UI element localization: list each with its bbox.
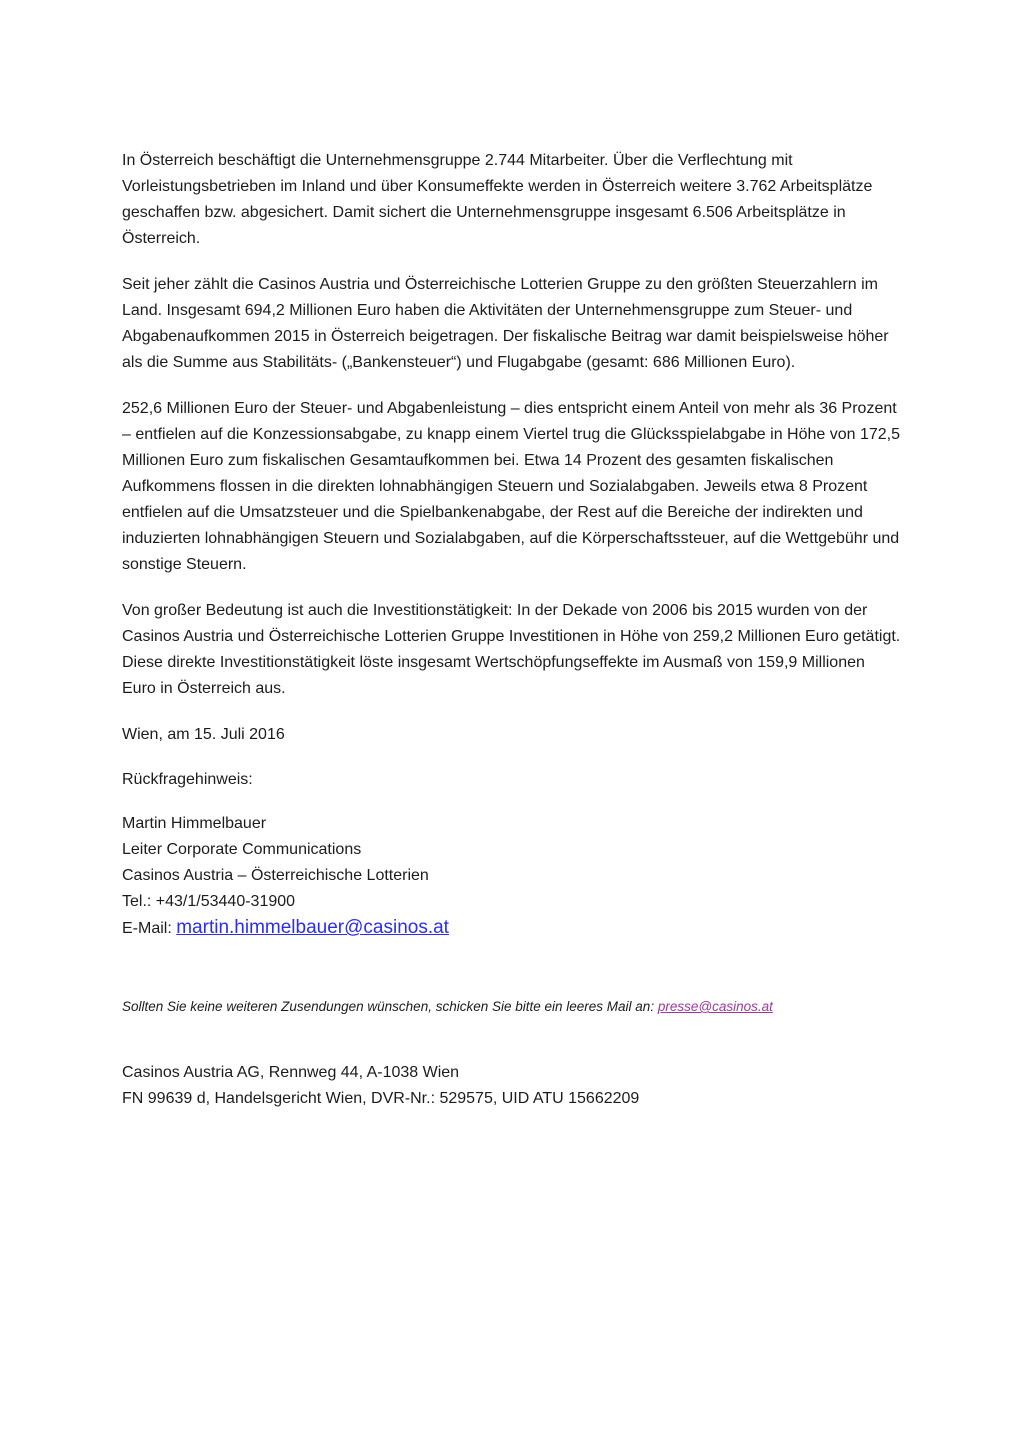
- contact-block: [122, 811, 901, 942]
- contact-heading: Rückfragehinweis:: [122, 771, 253, 788]
- unsubscribe-note: [122, 997, 901, 1017]
- contact-company: Casinos Austria – Österreichische Lotterien: [122, 867, 429, 884]
- dateline: Wien, am 15. Juli 2016: [122, 726, 285, 743]
- contact-phone: Tel.: +43/1/53440-31900: [122, 893, 296, 910]
- company-footer: [122, 1060, 901, 1112]
- footer-registration: FN 99639 d, Handelsgericht Wien, DVR-Nr.: 529575, UID ATU 15662209: [122, 1090, 640, 1107]
- paragraph-tax-contribution: Seit jeher zählt die Casinos Austria und Österreichische Lotterien Gruppe zu den größten Steuerzahlern im Land. Insgesamt 694,2 Millionen Euro haben die Aktivitäten der Unternehmensgruppe zum Steuer- und Abgabenaufkommen 2015 in Österreich beigetragen. Der fiskalische Beitrag war damit beispielsweise höher als die Summe aus Stabilitäts- („Bankensteuer“) und Flugabgabe (gesamt: 686 Millionen Euro).: [122, 276, 889, 371]
- contact-name: Martin Himmelbauer: [122, 815, 267, 832]
- contact-email-link[interactable]: martin.himmelbauer@casinos.at: [176, 917, 449, 938]
- paragraph-employment: In Österreich beschäftigt die Unternehmensgruppe 2.744 Mitarbeiter. Über die Verflechtung mit Vorleistungsbetrieben im Inland und über Konsumeffekte werden in Österreich weitere 3.762 Arbeitsplätze geschaffen bzw. abgesichert. Damit sichert die Unternehmensgruppe insgesamt 6.506 Arbeitsplätze in Österreich.: [122, 152, 873, 247]
- footer-address: Casinos Austria AG, Rennweg 44, A-1038 Wien: [122, 1064, 460, 1081]
- unsubscribe-email-link[interactable]: presse@casinos.at: [657, 999, 773, 1014]
- contact-title: Leiter Corporate Communications: [122, 841, 362, 858]
- contact-email-label: E-Mail:: [122, 920, 172, 937]
- contact-email-line: [122, 915, 901, 942]
- unsubscribe-text: Sollten Sie keine weiteren Zusendungen wünschen, schicken Sie bitte ein leeres Mail an:: [122, 999, 655, 1014]
- paragraph-tax-breakdown: 252,6 Millionen Euro der Steuer- und Abgabenleistung – dies entspricht einem Anteil von mehr als 36 Prozent – entfielen auf die Konzessionsabgabe, zu knapp einem Viertel trug die Glücksspielabgabe in Höhe von 172,5 Millionen Euro zum fiskalischen Gesamtaufkommen bei. Etwa 14 Prozent des gesamten fiskalischen Aufkommens flossen in die direkten lohnabhängigen Steuern und Sozialabgaben. Jeweils etwa 8 Prozent entfielen auf die Umsatzsteuer und die Spielbankenabgabe, der Rest auf die Bereiche der indirekten und induzierten lohnabhängigen Steuern und Sozialabgaben, auf die Körperschaftssteuer, auf die Wettgebühr und sonstige Steuern.: [122, 400, 901, 573]
- paragraph-investment: Von großer Bedeutung ist auch die Investitionstätigkeit: In der Dekade von 2006 bis 2015 wurden von der Casinos Austria und Österreichische Lotterien Gruppe Investitionen in Höhe von 259,2 Millionen Euro getätigt. Diese direkte Investitionstätigkeit löste insgesamt Wertschöpfungseffekte im Ausmaß von 159,9 Millionen Euro in Österreich aus.: [122, 602, 901, 697]
